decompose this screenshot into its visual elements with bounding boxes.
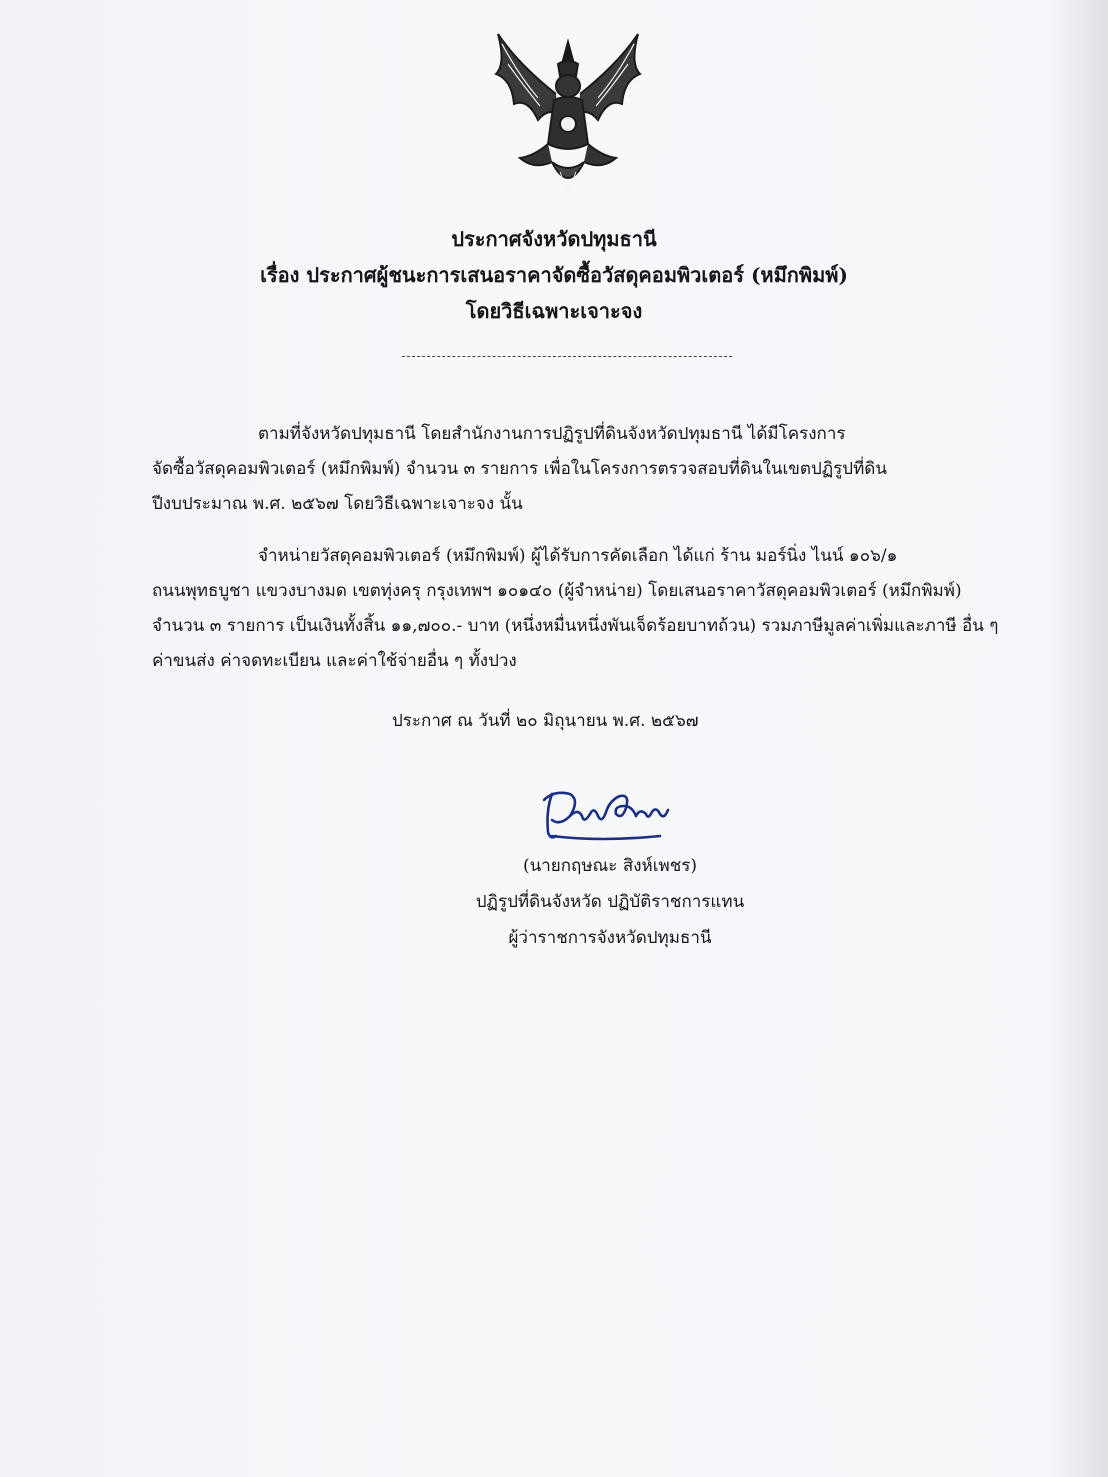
announcement-date: ประกาศ ณ วันที่ ๒๐ มิถุนายน พ.ศ. ๒๕๖๗: [392, 711, 699, 731]
paragraph1-line1: ตามที่จังหวัดปทุมธานี โดยสำนักงานการปฏิรูปที่ดินจังหวัดปทุมธานี ได้มีโครงการ: [258, 424, 846, 444]
announcement-method: โดยวิธีเฉพาะเจาะจง: [465, 299, 643, 323]
paragraph2-line3: จำนวน ๓ รายการ เป็นเงินทั้งสิ้น ๑๑,๗๐๐.- บาท (หนึ่งหมื่นหนึ่งพันเจ็ดร้อยบาทถ้วน) รวมภาษีมูลค่าเพิ่มและภาษี อื่น ๆ: [152, 616, 999, 636]
signatory-position: ปฏิรูปที่ดินจังหวัด ปฏิบัติราชการแทน: [475, 892, 745, 912]
signatory-name: (นายกฤษณะ สิงห์เพชร): [522, 856, 698, 876]
paragraph2-line4: ค่าขนส่ง ค่าจดทะเบียน และค่าใช้จ่ายอื่น ๆ ทั้งปวง: [152, 651, 517, 671]
paragraph2-line2: ถนนพุทธบูชา แขวงบางมด เขตทุ่งครุ กรุงเทพฯ ๑๐๑๔๐ (ผู้จำหน่าย) โดยเสนอราคาวัสดุคอมพิวเตอร์ (หมึกพิมพ์): [152, 581, 962, 601]
signatory-title: ผู้ว่าราชการจังหวัดปทุมธานี: [508, 928, 712, 948]
paragraph1-line2: จัดซื้อวัสดุคอมพิวเตอร์ (หมึกพิมพ์) จำนวน ๓ รายการ เพื่อในโครงการตรวจสอบที่ดินในเขตปฏิรูปที่ดิน: [152, 459, 887, 479]
announcement-subject: เรื่อง ประกาศผู้ชนะการเสนอราคาจัดซื้อวัสดุคอมพิวเตอร์ (หมึกพิมพ์): [260, 263, 848, 287]
paragraph1-line3: ปีงบประมาณ พ.ศ. ๒๕๖๗ โดยวิธีเฉพาะเจาะจง นั้น: [152, 494, 523, 514]
handwritten-signature: [540, 780, 700, 850]
announcement-title: ประกาศจังหวัดปทุมธานี: [451, 227, 657, 251]
paragraph2-line1: จำหน่ายวัสดุคอมพิวเตอร์ (หมึกพิมพ์) ผู้ได้รับการคัดเลือก ได้แก่ ร้าน มอร์นิ่ง ไนน์ ๑๐๖/๑: [258, 546, 898, 566]
divider-line: [402, 356, 732, 357]
garuda-emblem-icon: [478, 24, 658, 204]
